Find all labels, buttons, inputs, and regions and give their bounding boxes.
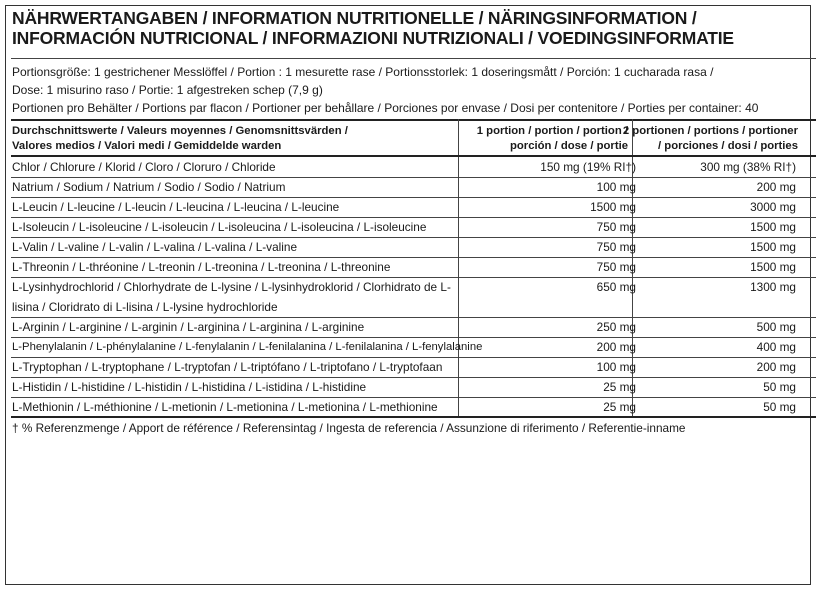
value-one-portion: 25 mg xyxy=(603,400,636,414)
value-two-portions: 3000 mg xyxy=(750,200,796,214)
header-col2-line-1: 2 portionen / portions / portioner xyxy=(622,125,798,137)
serving-size-line-2: Dose: 1 misurino raso / Portie: 1 afgestreken schep (7,9 g) xyxy=(12,83,323,97)
title-line-2: INFORMACIÓN NUTRICIONAL / INFORMAZIONI NUTRIZIONALI / VOEDINGSINFORMATIE xyxy=(12,28,734,48)
value-two-portions: 50 mg xyxy=(763,400,796,414)
value-one-portion: 650 mg xyxy=(596,280,636,294)
value-one-portion: 100 mg xyxy=(596,360,636,374)
table-header-one-portion xyxy=(477,124,628,154)
value-two-portions: 500 mg xyxy=(756,320,796,334)
nutrient-name: L-Leucin / L-leucine / L-leucin / L-leucina / L-leucina / L-leucine xyxy=(12,200,340,214)
value-two-portions: 1500 mg xyxy=(750,220,796,234)
table-top-rule xyxy=(11,119,816,121)
nutrient-name: L-Histidin / L-histidine / L-histidin / L-histidina / L-istidina / L-histidine xyxy=(12,380,367,394)
reference-intake-footnote: † % Referenzmenge / Apport de référence / Referensintag / Ingesta de referencia / Assunzione di riferimento / Referentie-inname xyxy=(12,421,686,435)
value-two-portions: 300 mg (38% RI†) xyxy=(700,160,796,174)
nutrient-name: L-Tryptophan / L-tryptophane / L-tryptofan / L-triptófano / L-triptofano / L-tryptofaan xyxy=(12,360,443,374)
value-two-portions: 1500 mg xyxy=(750,260,796,274)
value-two-portions: 200 mg xyxy=(756,360,796,374)
nutrient-name: L-Phenylalanin / L-phénylalanine / L-fenylalanin / L-fenilalanina / L-fenilalanina / L-fenylalanine xyxy=(12,341,483,353)
value-one-portion: 750 mg xyxy=(596,220,636,234)
value-two-portions: 1500 mg xyxy=(750,240,796,254)
table-row xyxy=(11,177,804,197)
nutrient-name: L-Threonin / L-thréonine / L-treonin / L-treonina / L-treonina / L-threonine xyxy=(12,260,391,274)
value-one-portion: 750 mg xyxy=(596,260,636,274)
nutrient-name: Natrium / Sodium / Natrium / Sodio / Sodio / Natrium xyxy=(12,180,286,194)
value-two-portions: 1300 mg xyxy=(750,280,796,294)
table-row xyxy=(11,237,804,257)
value-one-portion: 250 mg xyxy=(596,320,636,334)
table-row xyxy=(11,377,804,397)
table-row xyxy=(11,357,804,377)
nutrient-name: L-Valin / L-valine / L-valin / L-valina / L-valina / L-valine xyxy=(12,240,298,254)
value-two-portions: 400 mg xyxy=(756,340,796,354)
value-one-portion: 1500 mg xyxy=(590,200,636,214)
table-header-two-portions xyxy=(623,124,798,154)
table-header-name xyxy=(12,124,348,154)
page-title xyxy=(12,8,802,48)
nutrient-name: L-Lysinhydrochlorid / Chlorhydrate de L-lysine / L-lysinhydroklorid / Clorhidrato de L-lisina / Cloridrato di L-lisina / L-lysine hydrochloride xyxy=(12,280,451,314)
header-col1-line-2: porción / dose / portie xyxy=(510,140,628,152)
table-bottom-rule xyxy=(11,416,816,418)
nutrient-name: L-Arginin / L-arginine / L-arginin / L-arginina / L-arginina / L-arginine xyxy=(12,320,365,334)
value-one-portion: 25 mg xyxy=(603,380,636,394)
value-one-portion: 750 mg xyxy=(596,240,636,254)
table-row xyxy=(11,257,804,277)
header-col1-line-1: 1 portion / portion / portion / xyxy=(476,125,628,137)
serving-size-line-1: Portionsgröße: 1 gestrichener Messlöffel / Portion : 1 mesurette rase / Portionsstorlek: 1 doseringsmått / Porción: 1 cucharada rasa / xyxy=(12,65,714,79)
table-row xyxy=(11,317,804,337)
value-one-portion: 200 mg xyxy=(596,340,636,354)
table-row xyxy=(11,157,804,177)
table-row xyxy=(11,397,804,417)
header-name-line-2: Valores medios / Valori medi / Gemiddelde warden xyxy=(12,140,282,152)
table-row xyxy=(11,217,804,237)
value-one-portion: 100 mg xyxy=(596,180,636,194)
title-line-1: NÄHRWERTANGABEN / INFORMATION NUTRITIONELLE / NÄRINGSINFORMATION / xyxy=(12,8,697,28)
value-two-portions: 200 mg xyxy=(756,180,796,194)
nutrient-name: L-Isoleucin / L-isoleucine / L-isoleucin / L-isoleucina / L-isoleucina / L-isoleucine xyxy=(12,220,427,234)
table-row xyxy=(11,197,804,217)
table-row xyxy=(11,277,804,317)
title-divider xyxy=(11,58,816,59)
table-row xyxy=(11,337,804,357)
servings-per-container: Portionen pro Behälter / Portions par flacon / Portioner per behållare / Porciones por envase / Dosi per contenitore / Porties per container: 40 xyxy=(12,101,759,115)
header-name-line-1: Durchschnittswerte / Valeurs moyennes / Genomsnittsvärden / xyxy=(12,125,348,137)
value-one-portion: 150 mg (19% RI†) xyxy=(540,160,636,174)
nutrient-name: Chlor / Chlorure / Klorid / Cloro / Cloruro / Chloride xyxy=(12,160,276,174)
header-col2-line-2: / porciones / dosi / porties xyxy=(658,140,798,152)
value-two-portions: 50 mg xyxy=(763,380,796,394)
nutrient-name: L-Methionin / L-méthionine / L-metionin / L-metionina / L-metionina / L-methionine xyxy=(12,400,438,414)
